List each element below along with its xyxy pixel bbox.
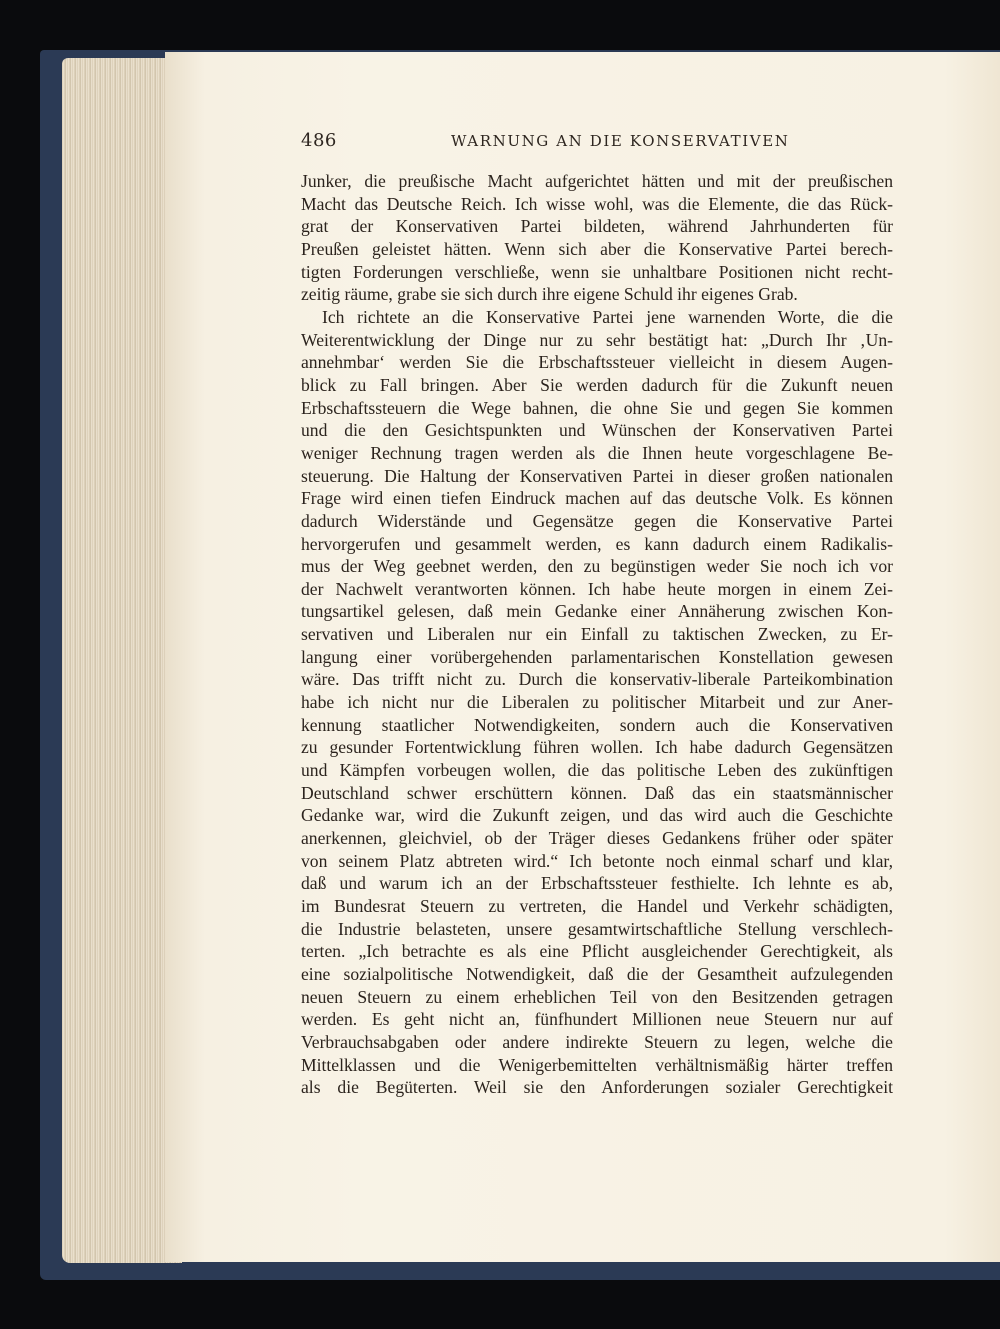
text-line: wäre. Das trifft nicht zu. Durch die konservativ-liberale Parteikombination — [301, 669, 893, 690]
text-line: Frage wird einen tiefen Eindruck machen auf das deutsche Volk. Es können — [301, 488, 893, 509]
text-line: hervorgerufen und gesammelt werden, es kann dadurch einem Radikalis- — [301, 533, 893, 554]
text-line: Deutschland schwer erschüttern können. Daß das ein staatsmännischer — [301, 782, 893, 803]
text-line: neuen Steuern zu einem erheblichen Teil von den Besitzenden getragen — [301, 986, 893, 1007]
text-line: Erbschaftssteuern die Wege bahnen, die ohne Sie und gegen Sie kommen — [301, 397, 893, 418]
text-line: als die Begüterten. Weil sie den Anforderungen sozialer Gerechtigkeit — [301, 1077, 893, 1098]
text-line: von seinem Platz abtreten wird.“ Ich betonte noch einmal scharf und klar, — [301, 850, 893, 871]
text-line: annehmbar‘ werden Sie die Erbschaftssteuer vielleicht in diesem Augen- — [301, 352, 893, 373]
text-line: langung einer vorübergehenden parlamentarischen Konstellation gewesen — [301, 646, 893, 667]
text-line: daß und warum ich an der Erbschaftssteuer festhielte. Ich lehnte es ab, — [301, 873, 893, 894]
page-edges-stack — [62, 58, 182, 1263]
text-line: weniger Rechnung tragen werden als die Ihnen heute vorgeschlagene Be- — [301, 442, 893, 463]
text-line: habe ich nicht nur die Liberalen zu politischer Mitarbeit und zur Aner- — [301, 692, 893, 713]
text-line: servativen und Liberalen nur ein Einfall zu taktischen Zwecken, zu Er- — [301, 624, 893, 645]
text-line: dadurch Widerstände und Gegensätze gegen die Konservative Partei — [301, 510, 893, 531]
text-line: steuerung. Die Haltung der Konservativen Partei in dieser großen nationalen — [301, 465, 893, 486]
text-line: mus der Weg geebnet werden, den zu begünstigen weder Sie noch ich vor — [301, 556, 893, 577]
text-line: Ich richtete an die Konservative Partei jene warnenden Worte, die die — [322, 306, 893, 327]
text-line: zeitig räume, grabe sie sich durch ihre eigene Schuld ihr eigenes Grab. — [301, 284, 798, 305]
text-line: und Kämpfen vorbeugen wollen, die das politische Leben des zukünftigen — [301, 760, 893, 781]
body-text — [301, 170, 893, 1099]
text-line: blick zu Fall bringen. Aber Sie werden dadurch für die Zukunft neuen — [301, 374, 893, 395]
text-line: Gedanke war, wird die Zukunft zeigen, und das wird auch die Geschichte — [301, 805, 893, 826]
text-line: eine sozialpolitische Notwendigkeit, daß die der Gesamtheit aufzulegenden — [301, 963, 893, 984]
text-line: im Bundesrat Steuern zu vertreten, die Handel und Verkehr schädigten, — [301, 896, 893, 916]
text-line: grat der Konservativen Partei bildeten, während Jahrhunderten für — [301, 216, 893, 237]
text-line: kennung staatlicher Notwendigkeiten, sondern auch die Konservativen — [301, 714, 893, 735]
text-line: Preußen geleistet hätten. Wenn sich aber die Konservative Partei berech- — [301, 238, 893, 259]
text-line: zu gesunder Fortentwicklung führen wollen. Ich habe dadurch Gegensätzen — [301, 737, 893, 758]
text-line: werden. Es geht nicht an, fünfhundert Millionen neue Steuern nur auf — [301, 1009, 893, 1030]
text-line: tungsartikel gelesen, daß mein Gedanke einer Annäherung zwischen Kon- — [301, 601, 893, 622]
text-line: und die den Gesichtspunkten und Wünschen der Konservativen Partei — [301, 420, 893, 441]
text-line: terten. „Ich betrachte es als eine Pflicht ausgleichender Gerechtigkeit, als — [301, 941, 893, 962]
text-line: Mittelklassen und die Wenigerbemittelten verhältnismäßig härter treffen — [301, 1054, 893, 1075]
text-line: tigten Forderungen verschließe, wenn sie unhaltbare Positionen nicht recht- — [301, 261, 893, 282]
page-header — [301, 130, 893, 156]
text-line: Verbrauchsabgaben oder andere indirekte Steuern zu legen, welche die — [301, 1031, 893, 1052]
page-number: 486 — [301, 130, 337, 151]
text-line: Weiterentwicklung der Dinge nur zu sehr bestätigt hat: „Durch Ihr ‚Un- — [301, 329, 893, 350]
text-line: Junker, die preußische Macht aufgerichtet hätten und mit der preußischen — [301, 171, 893, 191]
text-line: die Industrie belasteten, unsere gesamtwirtschaftliche Stellung verschlech- — [301, 918, 893, 939]
text-line: der Nachwelt verantworten können. Ich habe heute morgen in einem Zei- — [301, 578, 893, 599]
running-head: WARNUNG AN DIE KONSERVATIVEN — [451, 132, 790, 150]
text-line: anerkennen, gleichviel, ob der Träger dieses Gedankens früher oder später — [301, 828, 893, 849]
text-line: Macht das Deutsche Reich. Ich wisse wohl, was die Elemente, die das Rück- — [301, 193, 893, 214]
